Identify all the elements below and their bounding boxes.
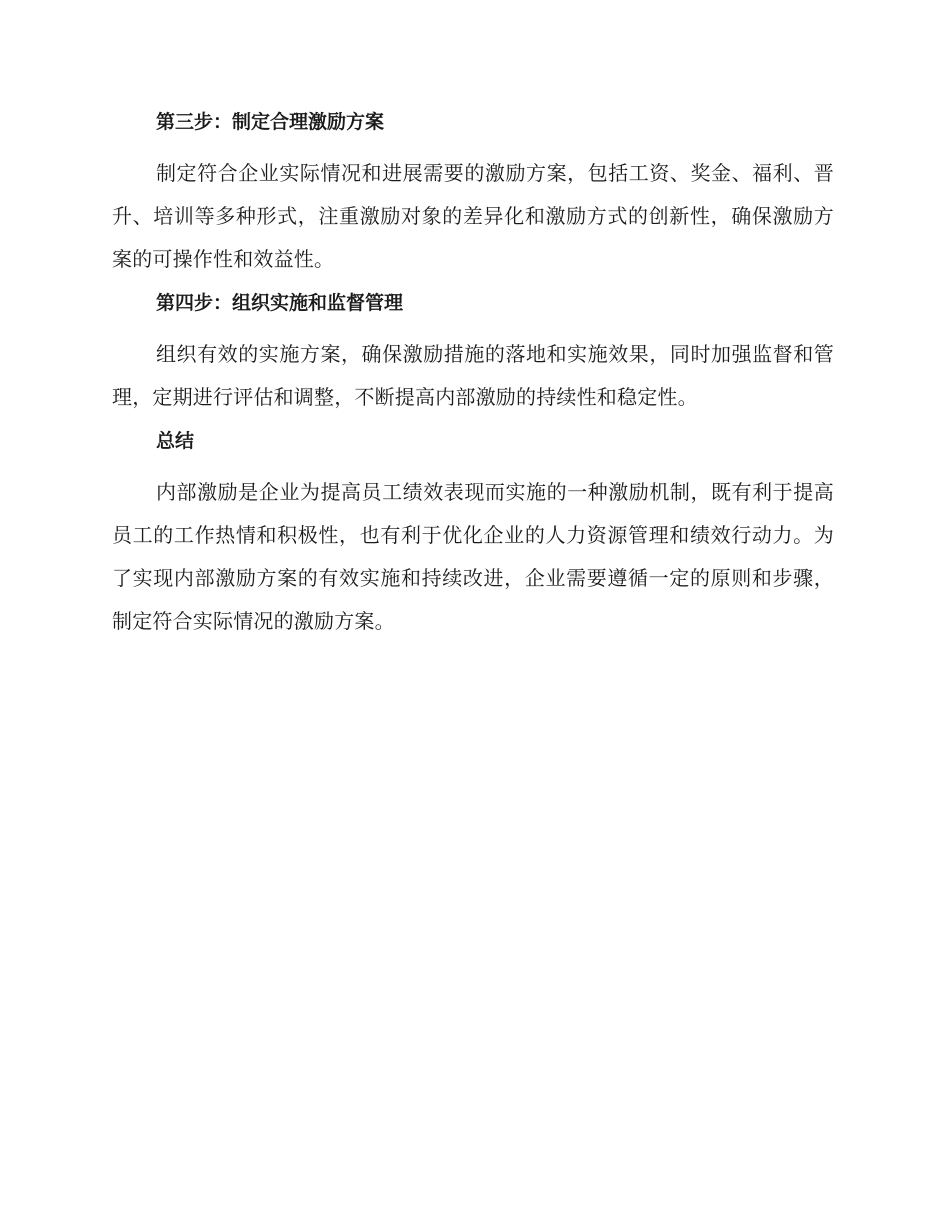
section-step-three	[112, 108, 834, 281]
section-heading: 第四步：组织实施和监督管理	[156, 292, 404, 314]
section-summary	[112, 427, 834, 643]
section-heading: 总结	[156, 430, 195, 452]
section-paragraph: 组织有效的实施方案，确保激励措施的落地和实施效果，同时加强监督和管理，定期进行评估和调整，不断提高内部激励的持续性和稳定性。	[112, 342, 834, 409]
section-paragraph: 制定符合企业实际情况和进展需要的激励方案，包括工资、奖金、福利、晋升、培训等多种形式，注重激励对象的差异化和激励方式的创新性，确保激励方案的可操作性和效益性。	[112, 161, 834, 271]
section-paragraph: 内部激励是企业为提高员工绩效表现而实施的一种激励机制，既有利于提高员工的工作热情和积极性，也有利于优化企业的人力资源管理和绩效行动力。为了实现内部激励方案的有效实施和持续改进，企业需要遵循一定的原则和步骤，制定符合实际情况的激励方案。	[112, 480, 834, 633]
section-step-four	[112, 289, 834, 419]
document-page	[112, 108, 834, 651]
section-heading: 第三步：制定合理激励方案	[156, 111, 385, 133]
